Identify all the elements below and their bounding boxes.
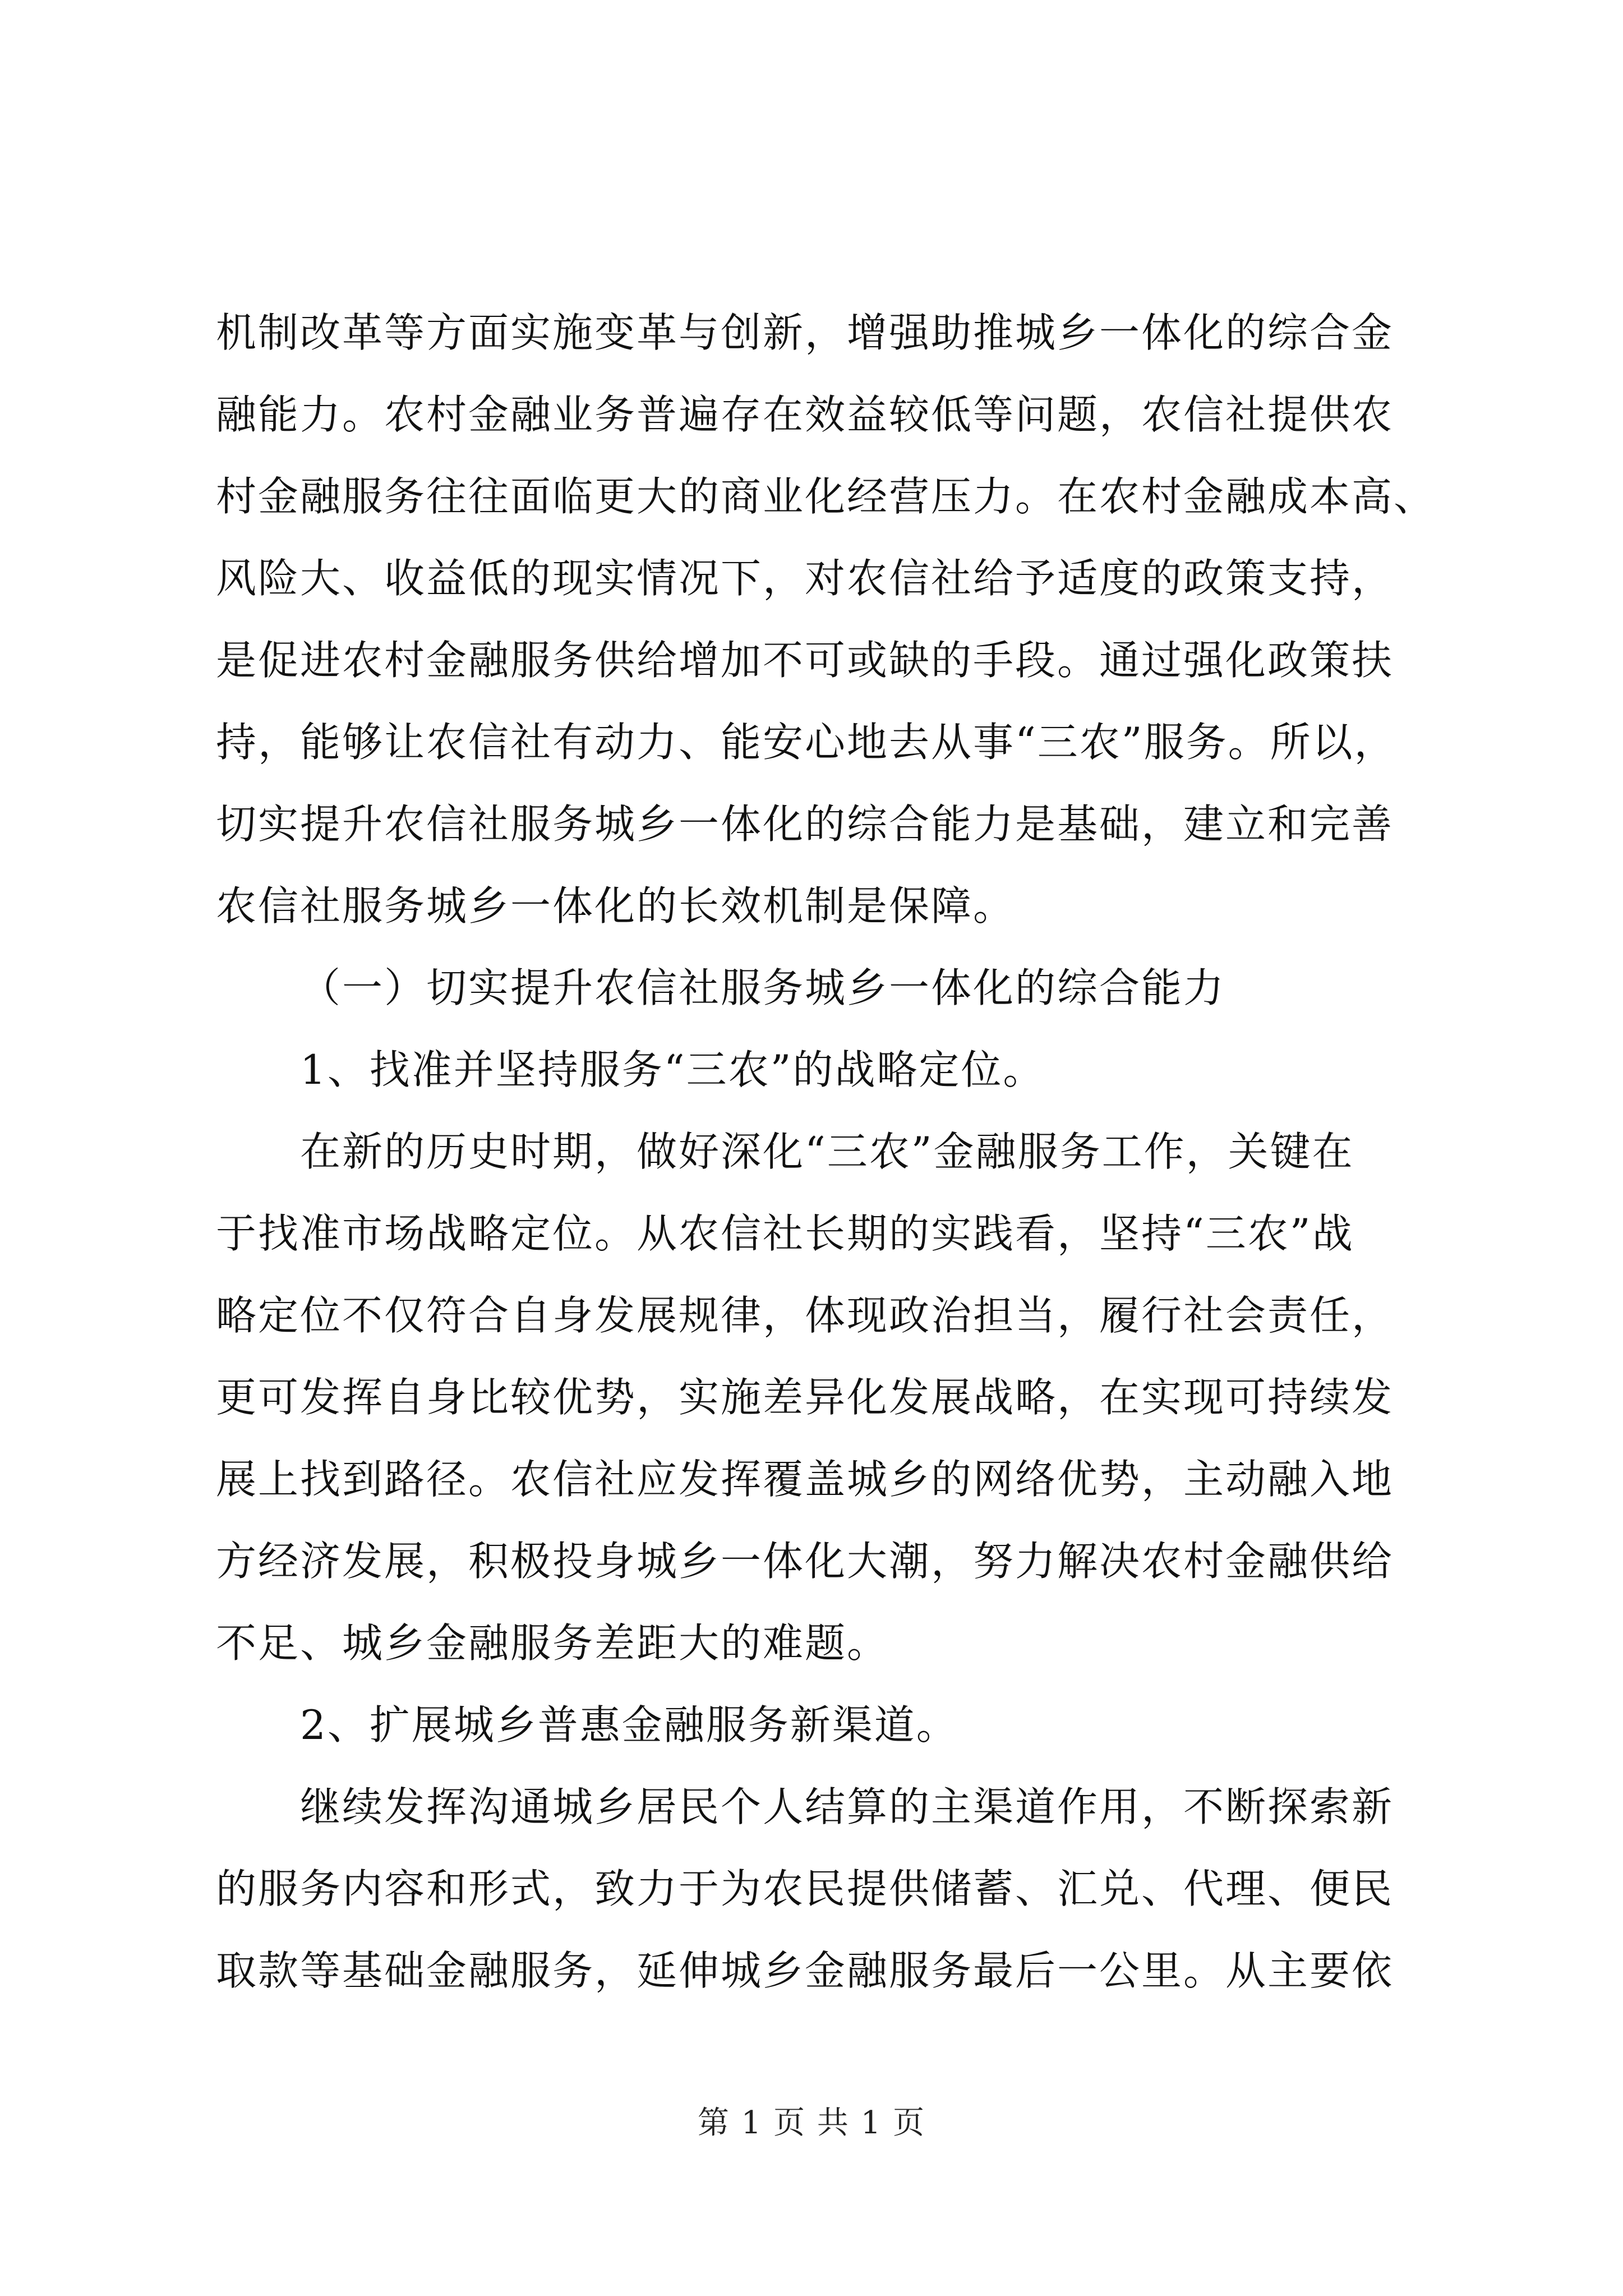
text-line: 持，能够让农信社有动力、能安心地去从事“三农”服务。所以， [216,719,1396,766]
text-line: 方经济发展，积极投身城乡一体化大潮，努力解决农村金融供给 [216,1538,1394,1585]
text-line: 的服务内容和形式，致力于为农民提供储蓄、汇兑、代理、便民 [216,1865,1394,1912]
text-line: 融能力。农村金融业务普遍存在效益较低等问题，农信社提供农 [216,391,1394,438]
text-line: 继续发挥沟通城乡居民个人结算的主渠道作用，不断探索新 [300,1783,1394,1830]
text-line: 切实提升农信社服务城乡一体化的综合能力是基础，建立和完善 [216,800,1394,848]
text-line: 是促进农村金融服务供给增加不可或缺的手段。通过强化政策扶 [216,637,1394,684]
text-line: 1、找准并坚持服务“三农”的战略定位。 [300,1046,1045,1093]
text-line: （一）切实提升农信社服务城乡一体化的综合能力 [300,964,1226,1011]
text-line: 不足、城乡金融服务差距大的难题。 [216,1619,889,1667]
document-body [216,292,1472,2012]
text-line: 风险大、收益低的现实情况下，对农信社给予适度的政策支持， [216,555,1394,602]
text-line: 于找准市场战略定位。从农信社长期的实践看，坚持“三农”战 [216,1210,1354,1257]
text-line: 在新的历史时期，做好深化“三农”金融服务工作，关键在 [300,1128,1354,1175]
text-line: 取款等基础金融服务，延伸城乡金融服务最后一公里。从主要依 [216,1947,1394,1994]
text-line: 村金融服务往往面临更大的商业化经营压力。在农村金融成本高、 [216,473,1436,520]
text-line: 更可发挥自身比较优势，实施差异化发展战略，在实现可持续发 [216,1374,1394,1421]
text-line: 展上找到路径。农信社应发挥覆盖城乡的网络优势，主动融入地 [216,1456,1394,1503]
page-footer: 第 1 页 共 1 页 [697,2105,926,2141]
text-line: 农信社服务城乡一体化的长效机制是保障。 [216,882,1016,930]
text-line: 2、扩展城乡普惠金融服务新渠道。 [300,1701,958,1749]
text-line: 略定位不仅符合自身发展规律，体现政治担当，履行社会责任， [216,1292,1394,1339]
text-line: 机制改革等方面实施变革与创新，增强助推城乡一体化的综合金 [216,309,1394,356]
